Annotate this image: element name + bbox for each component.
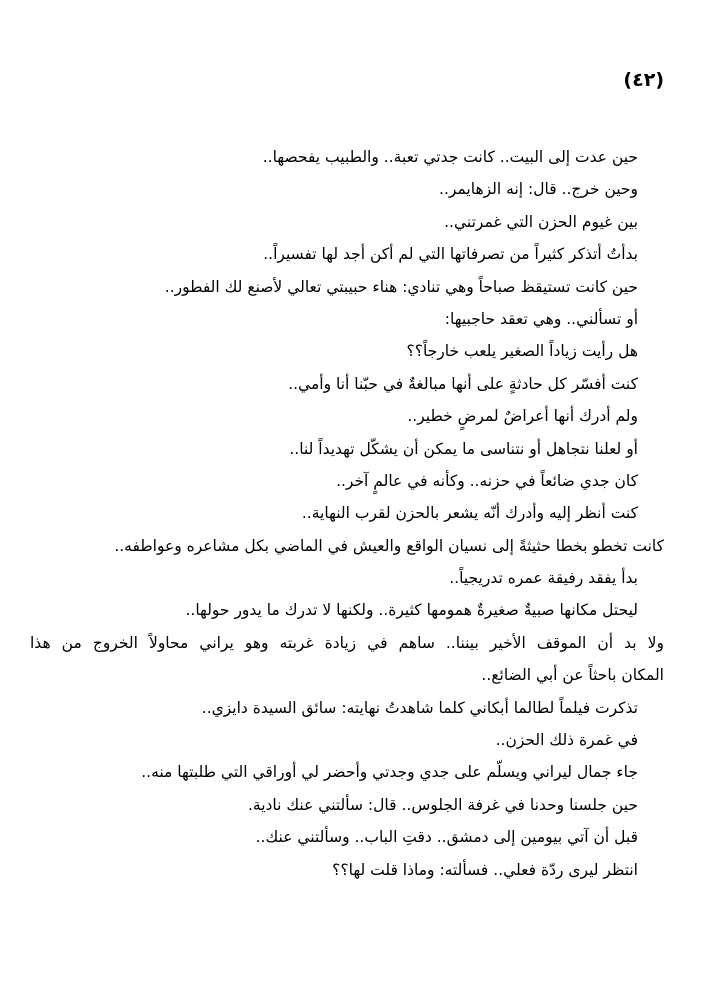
- text-line: وحين خرج.. قال: إنه الزهايمر..: [439, 180, 638, 199]
- text-line: في غمرة ذلك الحزن..: [495, 731, 638, 750]
- text-line: ليحتل مكانها صبيةٌ صغيرةٌ همومها كثيرة.. ولكنها لا تدرك ما يدور حولها..: [185, 601, 638, 620]
- text-line: حين عدت إلى البيت.. كانت جدتي تعبة.. والطبيب يفحصها..: [262, 148, 638, 166]
- text-line: بدأتُ أتذكر كثيراً من تصرفاتها التي لم أكن أجد لها تفسيراً..: [263, 245, 638, 264]
- text-line: أو لعلنا نتجاهل أو نتناسى ما يمكن أن يشكّل تهديداً لنا..: [289, 439, 638, 458]
- text-line: انتظر ليرى ردّة فعلي.. فسألته: وماذا قلت لها؟؟: [332, 860, 638, 879]
- text-line: بين غيوم الحزن التي غمرتني..: [444, 212, 638, 231]
- text-line: كان جدي ضائعاً في حزنه.. وكأنه في عالمٍ آخر..: [336, 471, 638, 490]
- text-line: حين كانت تستيقظ صباحاً وهي تنادي: هناء حبيبتي تعالي لأصنع لك الفطور..: [164, 277, 638, 296]
- text-line: المكان باحثاً عن أبي الضائع..: [481, 666, 664, 685]
- page-number: (٤٢): [623, 69, 664, 91]
- text-line: هل رأيت زياداً الصغير يلعب خارجاً؟؟: [406, 342, 638, 361]
- body-text: [30, 141, 664, 886]
- text-line: أو تسألني.. وهي تعقد حاجبيها:: [444, 309, 638, 328]
- text-line: كانت تخطو بخطا حثيثةً إلى نسيان الواقع والعيش في الماضي بكل مشاعره وعواطفه..: [114, 536, 664, 555]
- text-line: جاء جمال ليراني ويسلّم على جدي وجدتي وأحضر لي أوراقي التي طلبتها منه..: [141, 763, 638, 782]
- text-line: قبل أن آتي بيومين إلى دمشق.. دقتِ الباب.. وسألتني عنك..: [255, 828, 638, 847]
- text-line: تذكرت فيلماً لطالما أبكاني كلما شاهدتُ نهايته: سائق السيدة دايزي..: [201, 698, 638, 717]
- text-line: بدأ يفقد رفيقة عمره تدريجياً..: [449, 569, 638, 588]
- text-line: ولم أدرك أنها أعراضٌ لمرضٍ خطير..: [407, 407, 638, 426]
- text-line: حين جلسنا وحدنا في غرفة الجلوس.. قال: سألتني عنك نادية.: [247, 795, 638, 814]
- text-line: كنت أنظر إليه وأدرك أنّه يشعر بالحزن لقرب النهاية..: [301, 504, 638, 523]
- text-line: ولا بد أن الموقف الأخير بيننا.. ساهم في زيادة غربته وهو يراني محاولاً الخروج من هذا: [30, 633, 664, 652]
- text-line: كنت أفسّر كل حادثةٍ على أنها مبالغةٌ في حبّنا أنا وأمي..: [288, 374, 638, 393]
